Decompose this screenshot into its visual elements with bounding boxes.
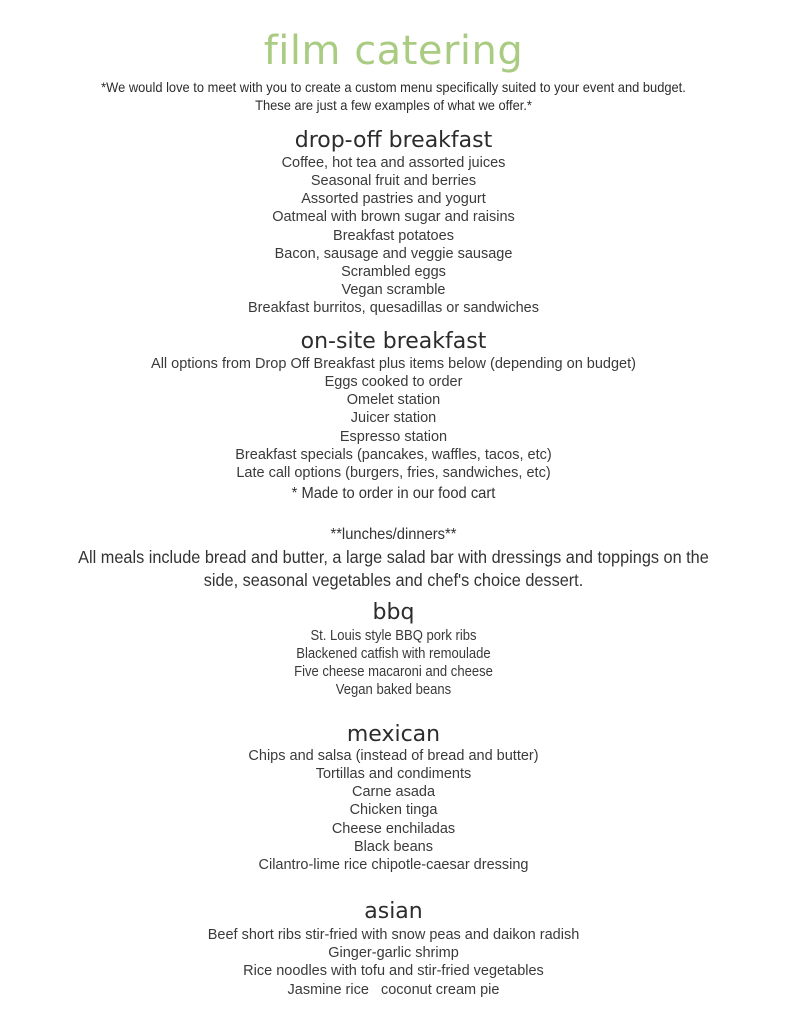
list-item: Rice noodles with tofu and stir-fried vegetables — [243, 963, 544, 979]
section-heading-lunches-dinners: **lunches/dinners** — [330, 526, 457, 543]
list-item: Late call options (burgers, fries, sandwiches, etc) — [236, 465, 551, 481]
list-item: Scrambled eggs — [341, 264, 446, 280]
list-item: Breakfast burritos, quesadillas or sandwiches — [248, 300, 539, 316]
list-item: Eggs cooked to order — [324, 374, 463, 390]
list-item: Espresso station — [339, 429, 448, 445]
section-heading-mexican: mexican — [346, 722, 441, 747]
list-item: Breakfast specials (pancakes, waffles, tacos, etc) — [235, 447, 552, 463]
list-item: Tortillas and condiments — [315, 766, 472, 782]
section-heading-dropoff-breakfast: drop-off breakfast — [294, 128, 493, 153]
list-item: Breakfast potatoes — [333, 228, 454, 244]
intro-line-1: *We would love to meet with you to create a custom menu specifically suited to your event and budget. — [101, 79, 686, 95]
list-item: Vegan baked beans — [335, 682, 452, 698]
list-item: Coffee, hot tea and assorted juices — [281, 155, 506, 171]
list-item: Cilantro-lime rice chipotle-caesar dressing — [258, 857, 529, 873]
list-item: Vegan scramble — [341, 282, 446, 298]
list-item: St. Louis style BBQ pork ribs — [310, 628, 477, 644]
section-heading-onsite-breakfast: on-site breakfast — [300, 329, 487, 354]
list-item: Bacon, sausage and veggie sausage — [274, 246, 513, 262]
list-item: Chicken tinga — [349, 802, 438, 818]
list-item: Blackened catfish with remoulade — [296, 646, 491, 662]
list-item: Assorted pastries and yogurt — [301, 191, 486, 207]
list-item: Jasmine rice coconut cream pie — [287, 982, 500, 998]
list-item: Beef short ribs stir-fried with snow peas and daikon radish — [207, 927, 580, 943]
list-item: Omelet station — [346, 392, 441, 408]
page-title: film catering — [263, 28, 524, 74]
list-item: Carne asada — [351, 784, 436, 800]
list-item: Chips and salsa (instead of bread and butter) — [248, 748, 539, 764]
list-item: All options from Drop Off Breakfast plus items below (depending on budget) — [151, 356, 636, 372]
list-item: Ginger-garlic shrimp — [328, 945, 459, 961]
intro-line-2: These are just a few examples of what we offer.* — [255, 97, 532, 113]
list-item: Seasonal fruit and berries — [310, 173, 477, 189]
lunches-description-line-1: All meals include bread and butter, a large salad bar with dressings and toppings on the — [78, 547, 709, 567]
food-cart-note: * Made to order in our food cart — [291, 485, 496, 502]
list-item: Juicer station — [350, 410, 437, 426]
section-heading-asian: asian — [364, 899, 423, 924]
section-heading-bbq: bbq — [372, 600, 415, 625]
list-item: Five cheese macaroni and cheese — [294, 664, 493, 680]
lunches-description-line-2: side, seasonal vegetables and chef's choice dessert. — [203, 570, 584, 590]
list-item: Black beans — [354, 839, 433, 855]
list-item: Cheese enchiladas — [331, 821, 456, 837]
list-item: Oatmeal with brown sugar and raisins — [272, 209, 515, 225]
